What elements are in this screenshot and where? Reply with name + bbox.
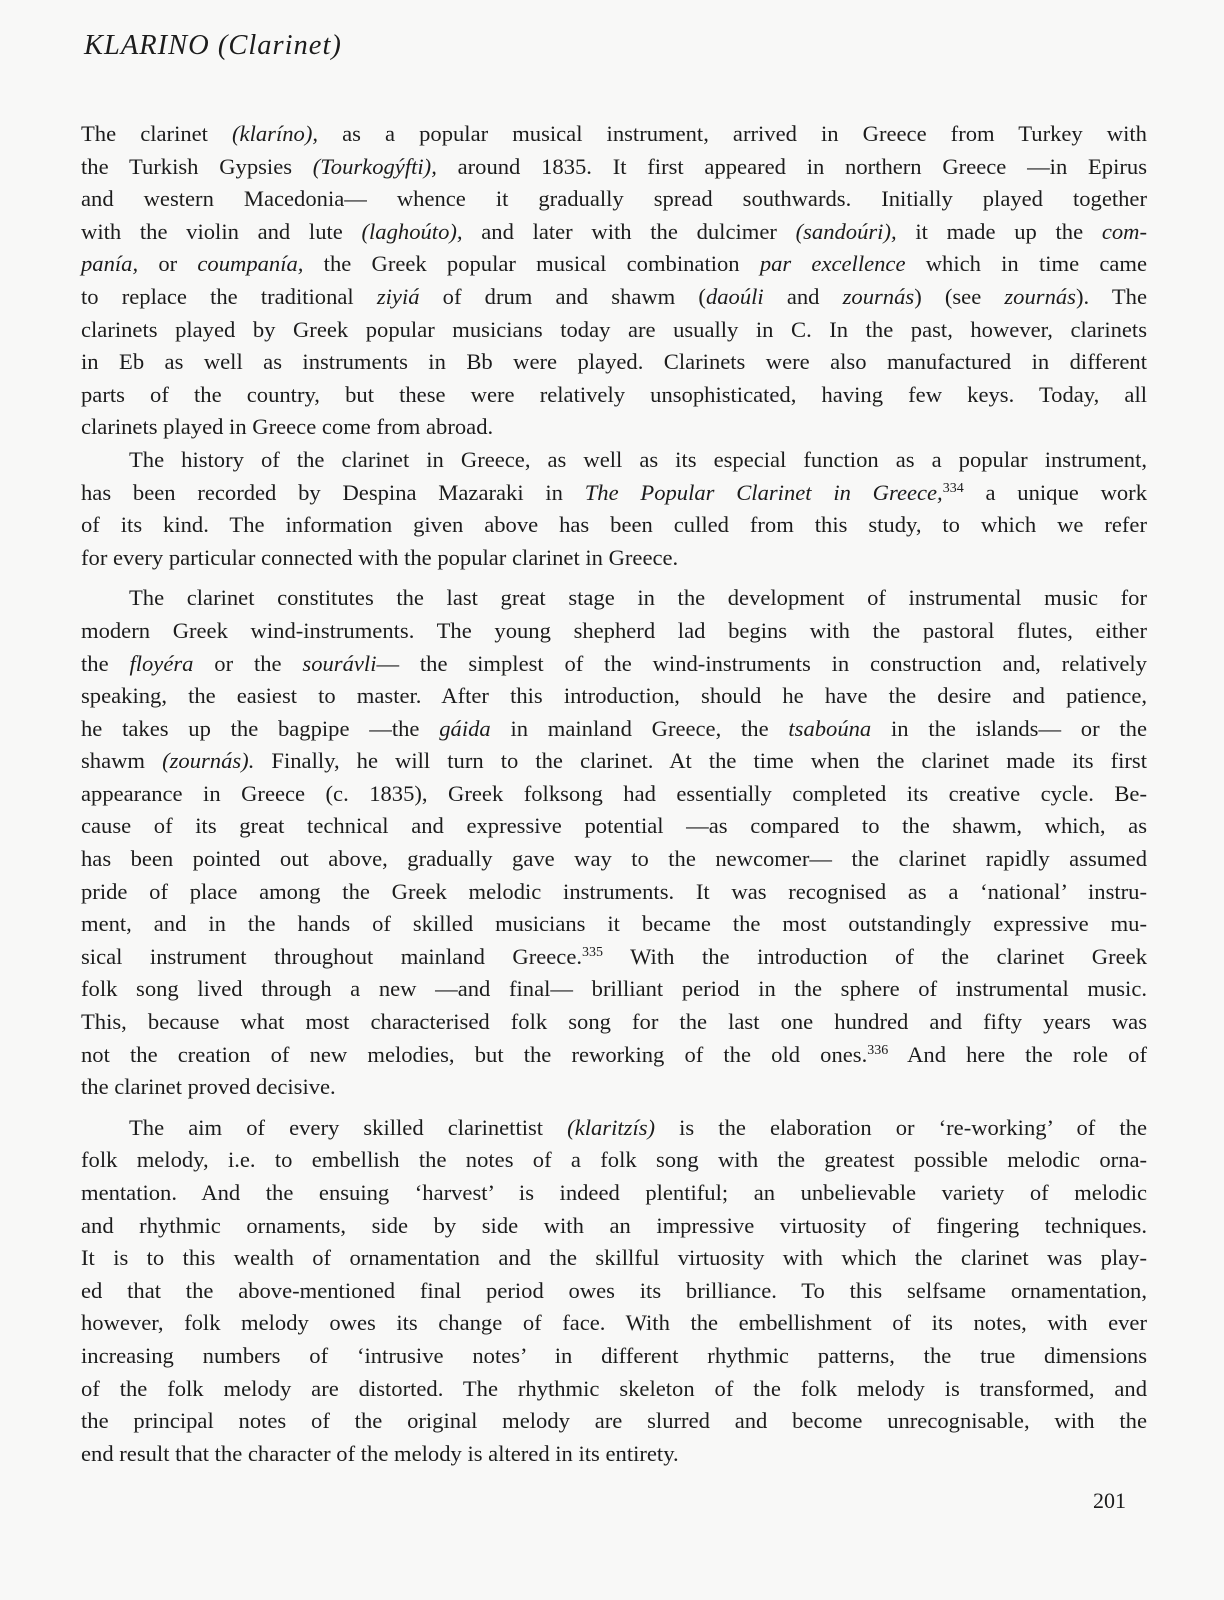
text-line <box>81 843 1147 876</box>
text-run: has been recorded by Despina Mazaraki in <box>81 479 585 505</box>
text-line <box>81 1275 1147 1308</box>
text-line <box>81 648 1147 681</box>
text-run: Finally, he will turn to the clarinet. At the time when the clarinet made its first <box>254 748 1147 774</box>
text-line <box>81 379 1147 412</box>
text-line <box>81 1210 1147 1243</box>
section-title: KLARINO (Clarinet) <box>84 30 342 61</box>
text-line <box>81 680 1147 713</box>
italic-term: ziyiá <box>376 283 420 309</box>
paragraph <box>81 444 1147 574</box>
italic-term: The Popular Clarinet in Greece, <box>584 479 943 505</box>
italic-term: (Tourkogýfti), <box>312 153 437 179</box>
paragraph <box>81 582 1147 1104</box>
footnote-ref: 336 <box>867 1042 889 1058</box>
italic-term: (zournás). <box>162 748 255 774</box>
text-run: of its kind. The information given above has been culled from this study, to which we refer <box>81 512 1147 538</box>
text-run: mentation. And the ensuing ‘harvest’ is indeed plentiful; an unbelievable variety of melodic <box>81 1180 1147 1205</box>
text-line <box>81 1071 1147 1104</box>
text-run: or the <box>193 650 303 676</box>
italic-term: panía, <box>81 251 139 277</box>
italic-term: (laghoúto), <box>361 218 463 244</box>
text-run: the Greek popular musical combination <box>303 251 760 277</box>
text-line <box>81 713 1147 746</box>
italic-term: daoúli <box>705 283 764 309</box>
text-run: parts of the country, but these were relatively unsophisticated, having few keys. Today, all <box>81 381 1147 407</box>
text-run: has been pointed out above, gradually gave way to the newcomer— the clarinet rapidly assumed <box>81 846 1147 872</box>
text-line <box>81 346 1147 379</box>
italic-term: gáida <box>439 715 491 741</box>
italic-term: par excellence <box>759 251 906 277</box>
text-run: end result that the character of the melody is altered in its entirety. <box>81 1440 679 1466</box>
text-run: the Turkish Gypsies <box>81 153 313 179</box>
text-run: ed that the above-mentioned final period owes its brilliance. To this selfsame ornamentation, <box>81 1277 1147 1303</box>
text-line <box>81 509 1147 542</box>
text-line <box>81 1006 1147 1039</box>
text-line <box>81 1373 1147 1406</box>
text-run: The clarinet <box>81 121 233 146</box>
text-line <box>81 216 1147 249</box>
text-run: as a popular musical instrument, arrived in Greece from Turkey with <box>318 121 1147 146</box>
text-run: he takes up the bagpipe —the <box>81 715 440 741</box>
text-line <box>81 1242 1147 1275</box>
text-line <box>81 444 1147 477</box>
text-run: It is to this wealth of ornamentation and the skillful virtuosity with which the clarinet was play- <box>81 1245 1147 1271</box>
text-line <box>81 778 1147 811</box>
text-line <box>81 1144 1147 1177</box>
footnote-ref: 334 <box>942 480 964 496</box>
italic-term: floyéra <box>129 650 194 676</box>
text-run: The aim of every skilled clarinettist <box>129 1114 568 1140</box>
text-run: to replace the traditional <box>81 283 377 309</box>
italic-term: sourávli <box>302 650 377 676</box>
text-run: clarinets played by Greek popular musicians today are usually in C. In the past, however, clarinets <box>81 316 1147 342</box>
text-line <box>81 1307 1147 1340</box>
text-run: — the simplest of the wind-instruments in construction and, relatively <box>376 650 1147 676</box>
text-run: ment, and in the hands of skilled musicians it became the most outstandingly expressive mu- <box>81 911 1147 937</box>
text-run: in mainland Greece, the <box>490 715 789 741</box>
italic-term: zournás <box>842 283 915 309</box>
text-run: which in time came <box>905 251 1147 277</box>
text-line <box>81 477 1147 510</box>
page-number: 201 <box>1093 1488 1126 1513</box>
text-line <box>81 1405 1147 1438</box>
text-line <box>81 1177 1147 1210</box>
text-run: a unique work <box>963 479 1148 505</box>
text-line <box>81 973 1147 1006</box>
italic-term: zournás <box>1004 283 1076 309</box>
text-run: or <box>138 251 198 277</box>
italic-term: com- <box>1101 218 1147 244</box>
text-run: and later with the dulcimer <box>462 218 796 244</box>
text-line <box>81 615 1147 648</box>
text-run: ). The <box>1075 283 1148 309</box>
text-run: With the introduction of the clarinet Greek <box>603 943 1147 969</box>
text-run: The history of the clarinet in Greece, as well as its especial function as a popular instrument, <box>129 446 1147 472</box>
text-run: pride of place among the Greek melodic instruments. It was recognised as a ‘national’ instru- <box>81 878 1147 904</box>
text-run: modern Greek wind-instruments. The young shepherd lad begins with the pastoral flutes, either <box>81 617 1147 643</box>
italic-term: (klaríno), <box>232 121 318 146</box>
italic-term: tsaboúna <box>788 715 872 741</box>
text-line <box>81 1340 1147 1373</box>
text-run: the clarinet proved decisive. <box>81 1074 336 1100</box>
text-line <box>81 941 1147 974</box>
text-run: The clarinet constitutes the last great stage in the development of instrumental music for <box>129 585 1147 611</box>
text-run: the <box>81 650 130 676</box>
text-run: of drum and shawm ( <box>419 283 706 309</box>
footnote-ref: 335 <box>582 944 604 960</box>
italic-term: (klaritzís) <box>567 1114 656 1140</box>
text-run: the principal notes of the original melody are slurred and become unrecognisable, with the <box>81 1408 1147 1434</box>
italic-term: (sandoúri), <box>795 218 897 244</box>
text-line <box>81 411 1147 444</box>
text-run: folk melody, i.e. to embellish the notes of a folk song with the greatest possible melodic orna- <box>81 1147 1147 1173</box>
text-line <box>81 908 1147 941</box>
text-run: is the elaboration or ‘re-working’ of the <box>655 1114 1147 1140</box>
text-run: with the violin and lute <box>81 218 362 244</box>
text-run: of the folk melody are distorted. The rhythmic skeleton of the folk melody is transformed, and <box>81 1375 1147 1401</box>
text-line <box>81 281 1147 314</box>
text-run: in the islands— or the <box>871 715 1147 741</box>
text-line <box>81 1438 1147 1471</box>
text-line <box>81 810 1147 843</box>
text-run: and western Macedonia— whence it gradually spread southwards. Initially played together <box>81 186 1147 212</box>
text-run: sical instrument throughout mainland Greece. <box>81 943 583 969</box>
text-run: appearance in Greece (c. 1835), Greek folksong had essentially completed its creative cycle. Be- <box>81 780 1147 806</box>
text-line <box>81 1039 1147 1072</box>
text-line <box>81 582 1147 615</box>
text-run: for every particular connected with the popular clarinet in Greece. <box>81 544 679 570</box>
text-run: however, folk melody owes its change of face. With the embellishment of its notes, with ever <box>81 1310 1147 1336</box>
text-run: increasing numbers of ‘intrusive notes’ in different rhythmic patterns, the true dimensions <box>81 1342 1147 1368</box>
text-run: around 1835. It first appeared in northern Greece —in Epirus <box>436 153 1147 179</box>
paragraph <box>81 118 1147 444</box>
text-run: not the creation of new melodies, but the reworking of the old ones. <box>81 1041 868 1067</box>
text-run: cause of its great technical and expressive potential —as compared to the shawm, which, as <box>81 813 1147 839</box>
text-line <box>81 876 1147 909</box>
text-line <box>81 118 1147 151</box>
text-run: This, because what most characterised folk song for the last one hundred and fifty years was <box>81 1009 1147 1035</box>
text-run: speaking, the easiest to master. After this introduction, should he have the desire and patience, <box>81 683 1147 709</box>
text-run: in Eb as well as instruments in Bb were played. Clarinets were also manufactured in different <box>81 349 1147 375</box>
text-run: folk song lived through a new —and final— brilliant period in the sphere of instrumental music. <box>81 976 1147 1002</box>
text-run: And here the role of <box>888 1041 1147 1067</box>
text-run: shawm <box>81 748 163 774</box>
paragraph <box>81 1112 1147 1471</box>
text-line <box>81 1112 1147 1145</box>
text-line <box>81 542 1147 575</box>
text-line <box>81 745 1147 778</box>
text-run: it made up the <box>896 218 1102 244</box>
text-run: ) (see <box>914 283 1005 309</box>
text-line <box>81 183 1147 216</box>
body-text <box>81 118 1147 1470</box>
text-run: clarinets played in Greece come from abroad. <box>81 414 494 440</box>
text-line <box>81 151 1147 184</box>
italic-term: coumpanía, <box>197 251 304 277</box>
text-run: and rhythmic ornaments, side by side with an impressive virtuosity of fingering techniques. <box>81 1212 1147 1238</box>
text-line <box>81 314 1147 347</box>
text-run: and <box>763 283 843 309</box>
text-line <box>81 248 1147 281</box>
